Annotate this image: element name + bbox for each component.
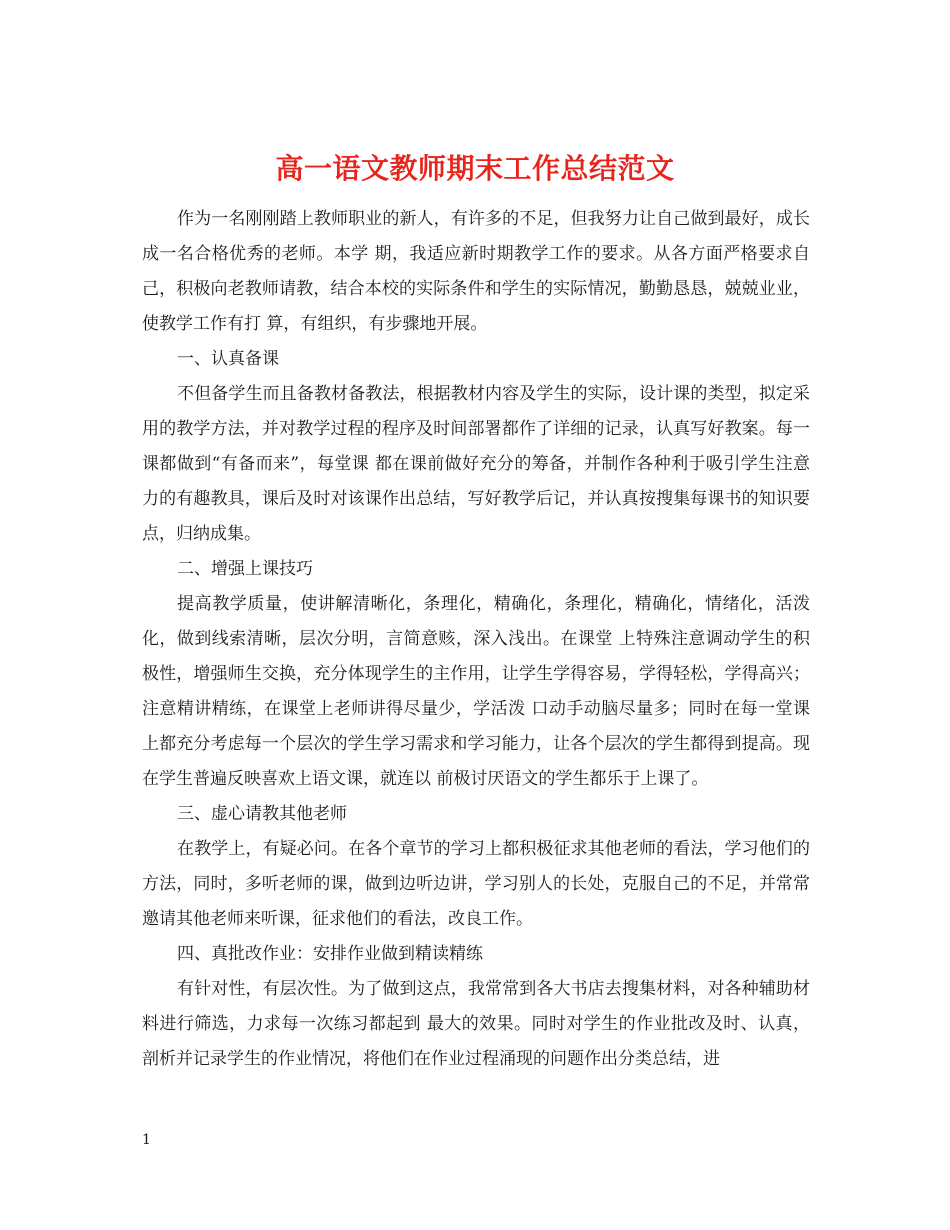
page-number: 1	[142, 1132, 151, 1148]
document-body	[142, 202, 810, 1077]
section-heading-2: 二、增强上课技巧	[177, 559, 313, 579]
paragraph-section-1: 不但备学生而且备教材备教法，根据教材内容及学生的实际，设计课的类型，拟定采用的教学方法，并对教学过程的程序及时间部署都作了详细的记录，认真写好教案。每一课都做到“有备而来”，每堂课 都在课前做好充分的筹备，并制作各种利于吸引学生注意力的有趣教具，课后及时对该课作出总结，写好教学后记，并认真按搜集每课书的知识要点，归纳成集。	[142, 384, 810, 544]
paragraph-section-4: 有针对性，有层次性。为了做到这点，我常常到各大书店去搜集材料，对各种辅助材料进行筛选，力求每一次练习都起到 最大的效果。同时对学生的作业批改及时、认真，剖析并记录学生的作业情况，将他们在作业过程涌现的问题作出分类总结，进	[142, 979, 810, 1069]
section-heading-3: 三、虚心请教其他老师	[177, 804, 347, 824]
section-heading-1: 一、认真备课	[177, 349, 279, 369]
page-title: 高一语文教师期末工作总结范文	[275, 151, 675, 185]
paragraph-intro: 作为一名刚刚踏上教师职业的新人，有许多的不足，但我努力让自己做到最好，成长成一名合格优秀的老师。本学 期，我适应新时期教学工作的要求。从各方面严格要求自己，积极向老教师请教，结合本校的实际条件和学生的实际情况，勤勤恳恳，兢兢业业，使教学工作有打 算，有组织，有步骤地开展。	[142, 209, 810, 334]
paragraph-section-2: 提高教学质量，使讲解清晰化，条理化，精确化，条理化，精确化，情绪化，活泼化，做到线索清晰，层次分明，言简意赅，深入浅出。在课堂 上特殊注意调动学生的积极性，增强师生交换，充分体现学生的主作用，让学生学得容易，学得轻松，学得高兴；注意精讲精练，在课堂上老师讲得尽量少，学活泼 口动手动脑尽量多；同时在每一堂课上都充分考虑每一个层次的学生学习需求和学习能力，让各个层次的学生都得到提高。现在学生普遍反映喜欢上语文课，就连以 前极讨厌语文的学生都乐于上课了。	[142, 594, 810, 789]
paragraph-section-3: 在教学上，有疑必问。在各个章节的学习上都积极征求其他老师的看法，学习他们的方法，同时，多听老师的课，做到边听边讲，学习别人的长处，克服自己的不足，并常常邀请其他老师来听课，征求他们的看法，改良工作。	[142, 839, 810, 929]
section-heading-4: 四、真批改作业：安排作业做到精读精练	[177, 944, 483, 964]
